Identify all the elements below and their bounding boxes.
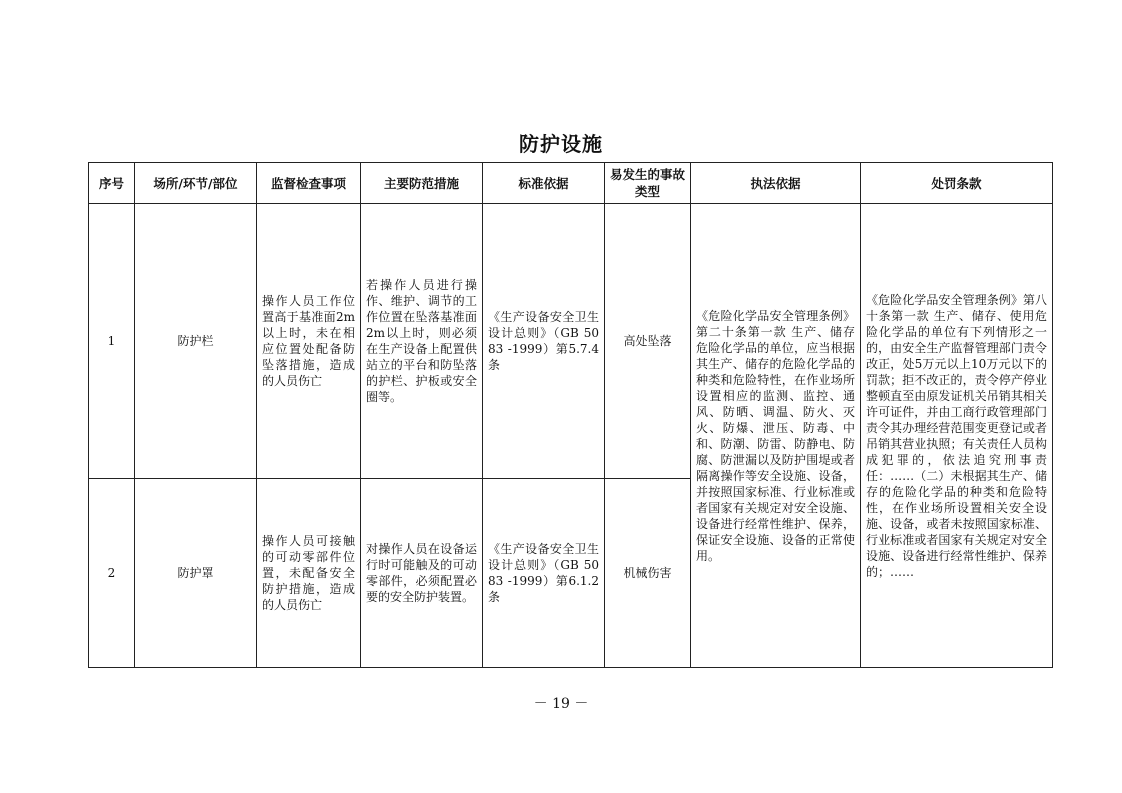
- header-row: [89, 163, 1053, 204]
- header-item: 监督检查事项: [257, 163, 361, 204]
- header-measure: 主要防范措施: [361, 163, 483, 204]
- cell-measure: 对操作人员在设备运行时可能触及的可动零部件，必须配置必要的安全防护装置。: [361, 479, 483, 668]
- cell-standard: 《生产设备安全卫生设计总则》（GB 5083 -1999）第5.7.4条: [483, 204, 605, 479]
- cell-item: 操作人员可接触的可动零部件位置，未配备安全防护措施，造成的人员伤亡: [257, 479, 361, 668]
- cell-place: 防护罩: [135, 479, 257, 668]
- header-place: 场所/环节/部位: [135, 163, 257, 204]
- cell-item: 操作人员工作位置高于基准面2m以上时，未在相应位置处配备防坠落措施，造成的人员伤亡: [257, 204, 361, 479]
- cell-place: 防护栏: [135, 204, 257, 479]
- cell-standard: 《生产设备安全卫生设计总则》（GB 5083 -1999）第6.1.2条: [483, 479, 605, 668]
- page-number: － 19 －: [533, 696, 589, 712]
- cell-measure: 若操作人员进行操作、维护、调节的工作位置在坠落基准面2m以上时，则必须在生产设备上配置供站立的平台和防坠落的护栏、护板或安全圈等。: [361, 204, 483, 479]
- safety-table: [88, 162, 1053, 668]
- cell-accident: 机械伤害: [605, 479, 691, 668]
- cell-law: 《危险化学品安全管理条例》第二十条第一款 生产、储存危险化学品的单位，应当根据其生产、储存的危险化学品的种类和危险特性，在作业场所设置相应的监测、监控、通风、防晒、调温、防火、灭火、防爆、泄压、防毒、中和、防潮、防雷、防静电、防腐、防泄漏以及防护围堤或者隔离操作等安全设施、设备，并按照国家标准、行业标准或者国家有关规定对安全设施、设备进行经常性维护、保养，保证安全设施、设备的正常使用。: [691, 204, 861, 668]
- page-title: 防护设施: [519, 132, 603, 156]
- cell-accident: 高处坠落: [605, 204, 691, 479]
- cell-penalty: 《危险化学品安全管理条例》第八十条第一款 生产、储存、使用危险化学品的单位有下列情形之一的，由安全生产监督管理部门责令改正，处5万元以上10万元以下的罚款；拒不改正的，责令停产停业整顿直至由原发证机关吊销其相关许可证件，并由工商行政管理部门责令其办理经营范围变更登记或者吊销其营业执照；有关责任人员构成犯罪的，依法追究刑事责任：……（二）未根据其生产、储存的危险化学品的种类和危险特性，在作业场所设置相关安全设施、设备，或者未按照国家标准、行业标准或者国家有关规定对安全设施、设备进行经常性维护、保养的；……: [861, 204, 1053, 668]
- cell-seq: 2: [89, 479, 135, 668]
- header-seq: 序号: [89, 163, 135, 204]
- header-law: 执法依据: [691, 163, 861, 204]
- cell-seq: 1: [89, 204, 135, 479]
- table-row: [89, 204, 1053, 479]
- header-accident: 易发生的事故类型: [605, 163, 691, 204]
- header-penalty: 处罚条款: [861, 163, 1053, 204]
- header-standard: 标准依据: [483, 163, 605, 204]
